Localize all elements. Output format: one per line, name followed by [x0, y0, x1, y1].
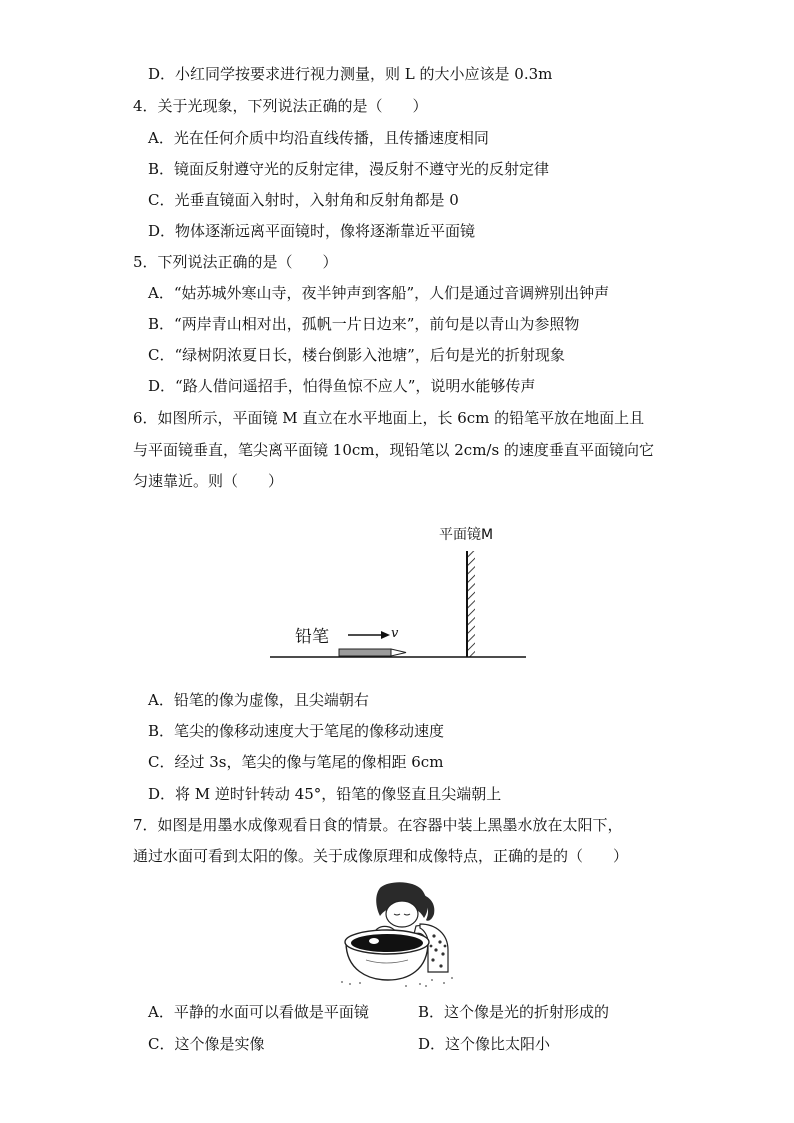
velocity-label: v	[391, 626, 399, 641]
pencil-body	[339, 649, 391, 656]
q6-option-d: D．将 M 逆时针转动 45°，铅笔的像竖直且尖端朝上	[148, 785, 502, 803]
mirror-pencil-figure	[260, 518, 535, 668]
pencil-tip	[391, 649, 406, 656]
q7-option-c: C．这个像是实像	[148, 1035, 265, 1053]
q4-option-d: D．物体逐渐远离平面镜时，像将逐渐靠近平面镜	[148, 222, 476, 240]
pencil-label: 铅笔	[295, 627, 329, 647]
velocity-arrowhead	[381, 631, 390, 639]
q5-option-a: A．“姑苏城外寒山寺，夜半钟声到客船”，人们是通过音调辨别出钟声	[148, 284, 610, 302]
sun-reflection	[369, 938, 379, 944]
mirror-hatching	[467, 551, 475, 657]
q4-option-b: B．镜面反射遵守光的反射定律，漫反射不遵守光的反射定律	[148, 160, 550, 178]
q7-option-a: A．平静的水面可以看做是平面镜	[148, 1003, 369, 1021]
q5-option-c: C．“绿树阴浓夏日长，楼台倒影入池塘”，后句是光的折射现象	[148, 346, 565, 364]
ink-surface	[351, 934, 423, 952]
q6-stem-line-3: 匀速靠近。则（ ）	[133, 472, 284, 490]
q3-option-d: D．小红同学按要求进行视力测量，则 L 的大小应该是 0.3m	[148, 65, 553, 83]
q7-stem-line-1: 7．如图是用墨水成像观看日食的情景。在容器中装上黑墨水放在太阳下，	[133, 816, 623, 834]
q7-option-d: D．这个像比太阳小	[418, 1035, 551, 1053]
q4-option-c: C．光垂直镜面入射时，入射角和反射角都是 0	[148, 191, 459, 209]
q6-option-a: A．铅笔的像为虚像，且尖端朝右	[148, 691, 369, 709]
q5-option-d: D．“路人借问遥招手，怕得鱼惊不应人”，说明水能够传声	[148, 377, 536, 395]
mirror-label: 平面镜M	[439, 527, 494, 543]
girl-face	[386, 901, 418, 927]
q7-stem-line-2: 通过水面可看到太阳的像。关于成像原理和成像特点，正确的是的（ ）	[133, 847, 629, 865]
q6-option-b: B．笔尖的像移动速度大于笔尾的像移动速度	[148, 722, 445, 740]
q6-stem-line-2: 与平面镜垂直，笔尖离平面镜 10cm，现铅笔以 2cm/s 的速度垂直平面镜向它	[133, 441, 654, 459]
q4-stem: 4．关于光现象，下列说法正确的是（ ）	[133, 97, 428, 115]
q7-option-b: B．这个像是光的折射形成的	[418, 1003, 610, 1021]
q4-option-a: A．光在任何介质中均沿直线传播，且传播速度相同	[148, 129, 489, 147]
q5-option-b: B．“两岸青山相对出，孤帆一片日边来”，前句是以青山为参照物	[148, 315, 580, 333]
q5-stem: 5．下列说法正确的是（ ）	[133, 253, 338, 271]
ink-basin-illustration	[336, 880, 458, 988]
q6-option-c: C．经过 3s，笔尖的像与笔尾的像相距 6cm	[148, 753, 444, 771]
q6-stem-line-1: 6．如图所示，平面镜 M 直立在水平地面上，长 6cm 的铅笔平放在地面上且	[133, 409, 645, 427]
